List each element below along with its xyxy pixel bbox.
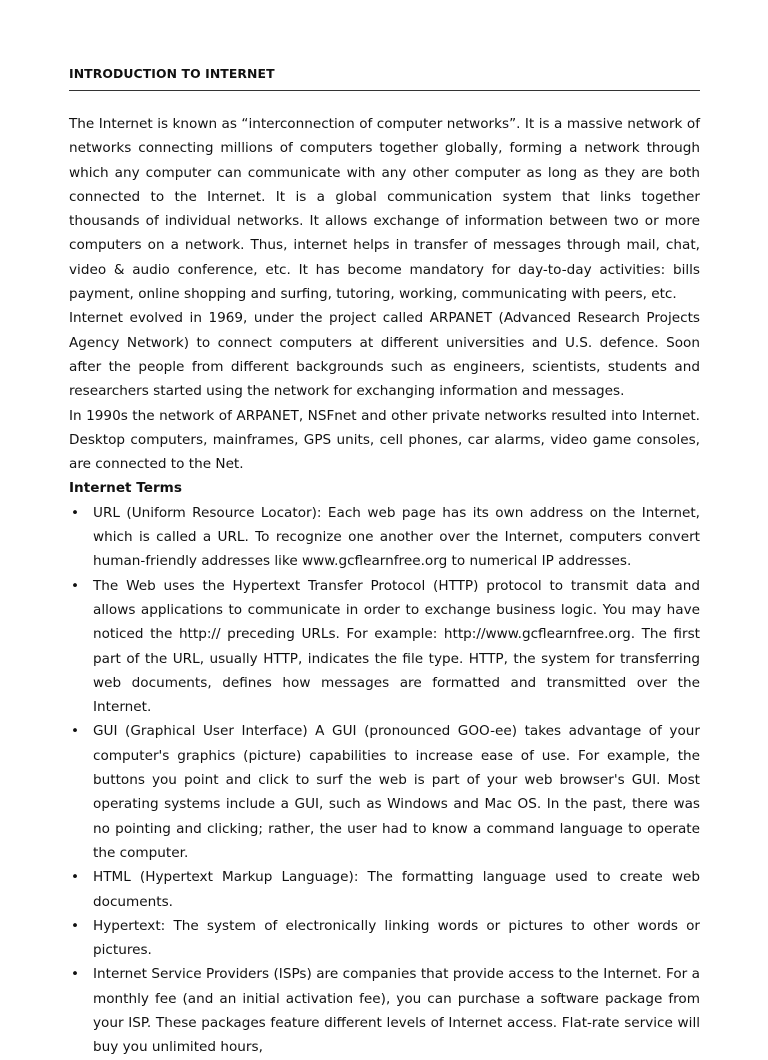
term-item-gui [69, 719, 700, 865]
terms-list [69, 501, 700, 1060]
terms-heading: Internet Terms [69, 480, 182, 497]
bullet-icon: • [70, 504, 80, 521]
document-title: INTRODUCTION TO INTERNET [69, 66, 275, 81]
paragraph-history: Internet evolved in 1969, under the project called ARPANET (Advanced Research Projects Agency Network) to connect computers at different universities and U.S. defence. Soon after the people from different backgrounds such as engineers, scientists, students and researchers started using the network for exchanging information and messages. [69, 310, 700, 400]
bullet-icon: • [70, 577, 80, 594]
bullet-icon: • [70, 966, 80, 983]
bullet-icon: • [70, 723, 80, 740]
bullet-icon: • [70, 917, 80, 934]
term-text: GUI (Graphical User Interface) A GUI (pronounced GOO-ee) takes advantage of your computer's graphics (picture) capabilities to increase ease of use. For example, the buttons you point and click to surf the web is part of your web browser's GUI. Most operating systems include a GUI, such as Windows and Mac OS. In the past, there was no pointing and clicking; rather, the user had to know a command language to operate the computer. [93, 723, 700, 861]
term-item-url [69, 501, 700, 574]
paragraph-definition: The Internet is known as “interconnection of computer networks”. It is a massive network of networks connecting millions of computers together globally, forming a network through which any computer can communicate with any other computer as long as they are both connected to the Internet. It is a global communication system that links together thousands of individual networks. It allows exchange of information between two or more computers on a network. Thus, internet helps in transfer of messages through mail, chat, video & audio conference, etc. It has become mandatory for day-to-day activities: bills payment, online shopping and surfing, tutoring, working, communicating with peers, etc. [69, 116, 700, 303]
term-text: Hypertext: The system of electronically linking words or pictures to other words or pictures. [93, 917, 700, 959]
paragraph-1990s: In 1990s the network of ARPANET, NSFnet and other private networks resulted into Internet. Desktop computers, mainframes, GPS units, cell phones, car alarms, video game consoles, are connected to the Net. [69, 407, 700, 473]
term-text: URL (Uniform Resource Locator): Each web page has its own address on the Internet, which is called a URL. To recognize one another over the Internet, computers convert human-friendly addresses like www.gcflearnfree.org to numerical IP addresses. [93, 504, 700, 570]
term-item-isp [69, 962, 700, 1059]
term-text: Internet Service Providers (ISPs) are companies that provide access to the Internet. For a monthly fee (and an initial activation fee), you can purchase a software package from your ISP. These packages feature different levels of Internet access. Flat-rate service will buy you unlimited hours, [93, 966, 700, 1056]
term-item-hypertext [69, 914, 700, 963]
term-text: The Web uses the Hypertext Transfer Protocol (HTTP) protocol to transmit data and allows applications to communicate in order to exchange business logic. You may have noticed the http:// preceding URLs. For example: http://www.gcflearnfree.org. The first part of the URL, usually HTTP, indicates the file type. HTTP, the system for transferring web documents, defines how messages are formatted and transmitted over the Internet. [93, 577, 700, 716]
bullet-icon: • [70, 869, 80, 886]
term-item-http [69, 574, 700, 720]
title-divider [69, 90, 700, 91]
term-item-html [69, 865, 700, 914]
document-body [69, 112, 700, 1060]
term-text: HTML (Hypertext Markup Language): The formatting language used to create web documents. [93, 869, 700, 910]
